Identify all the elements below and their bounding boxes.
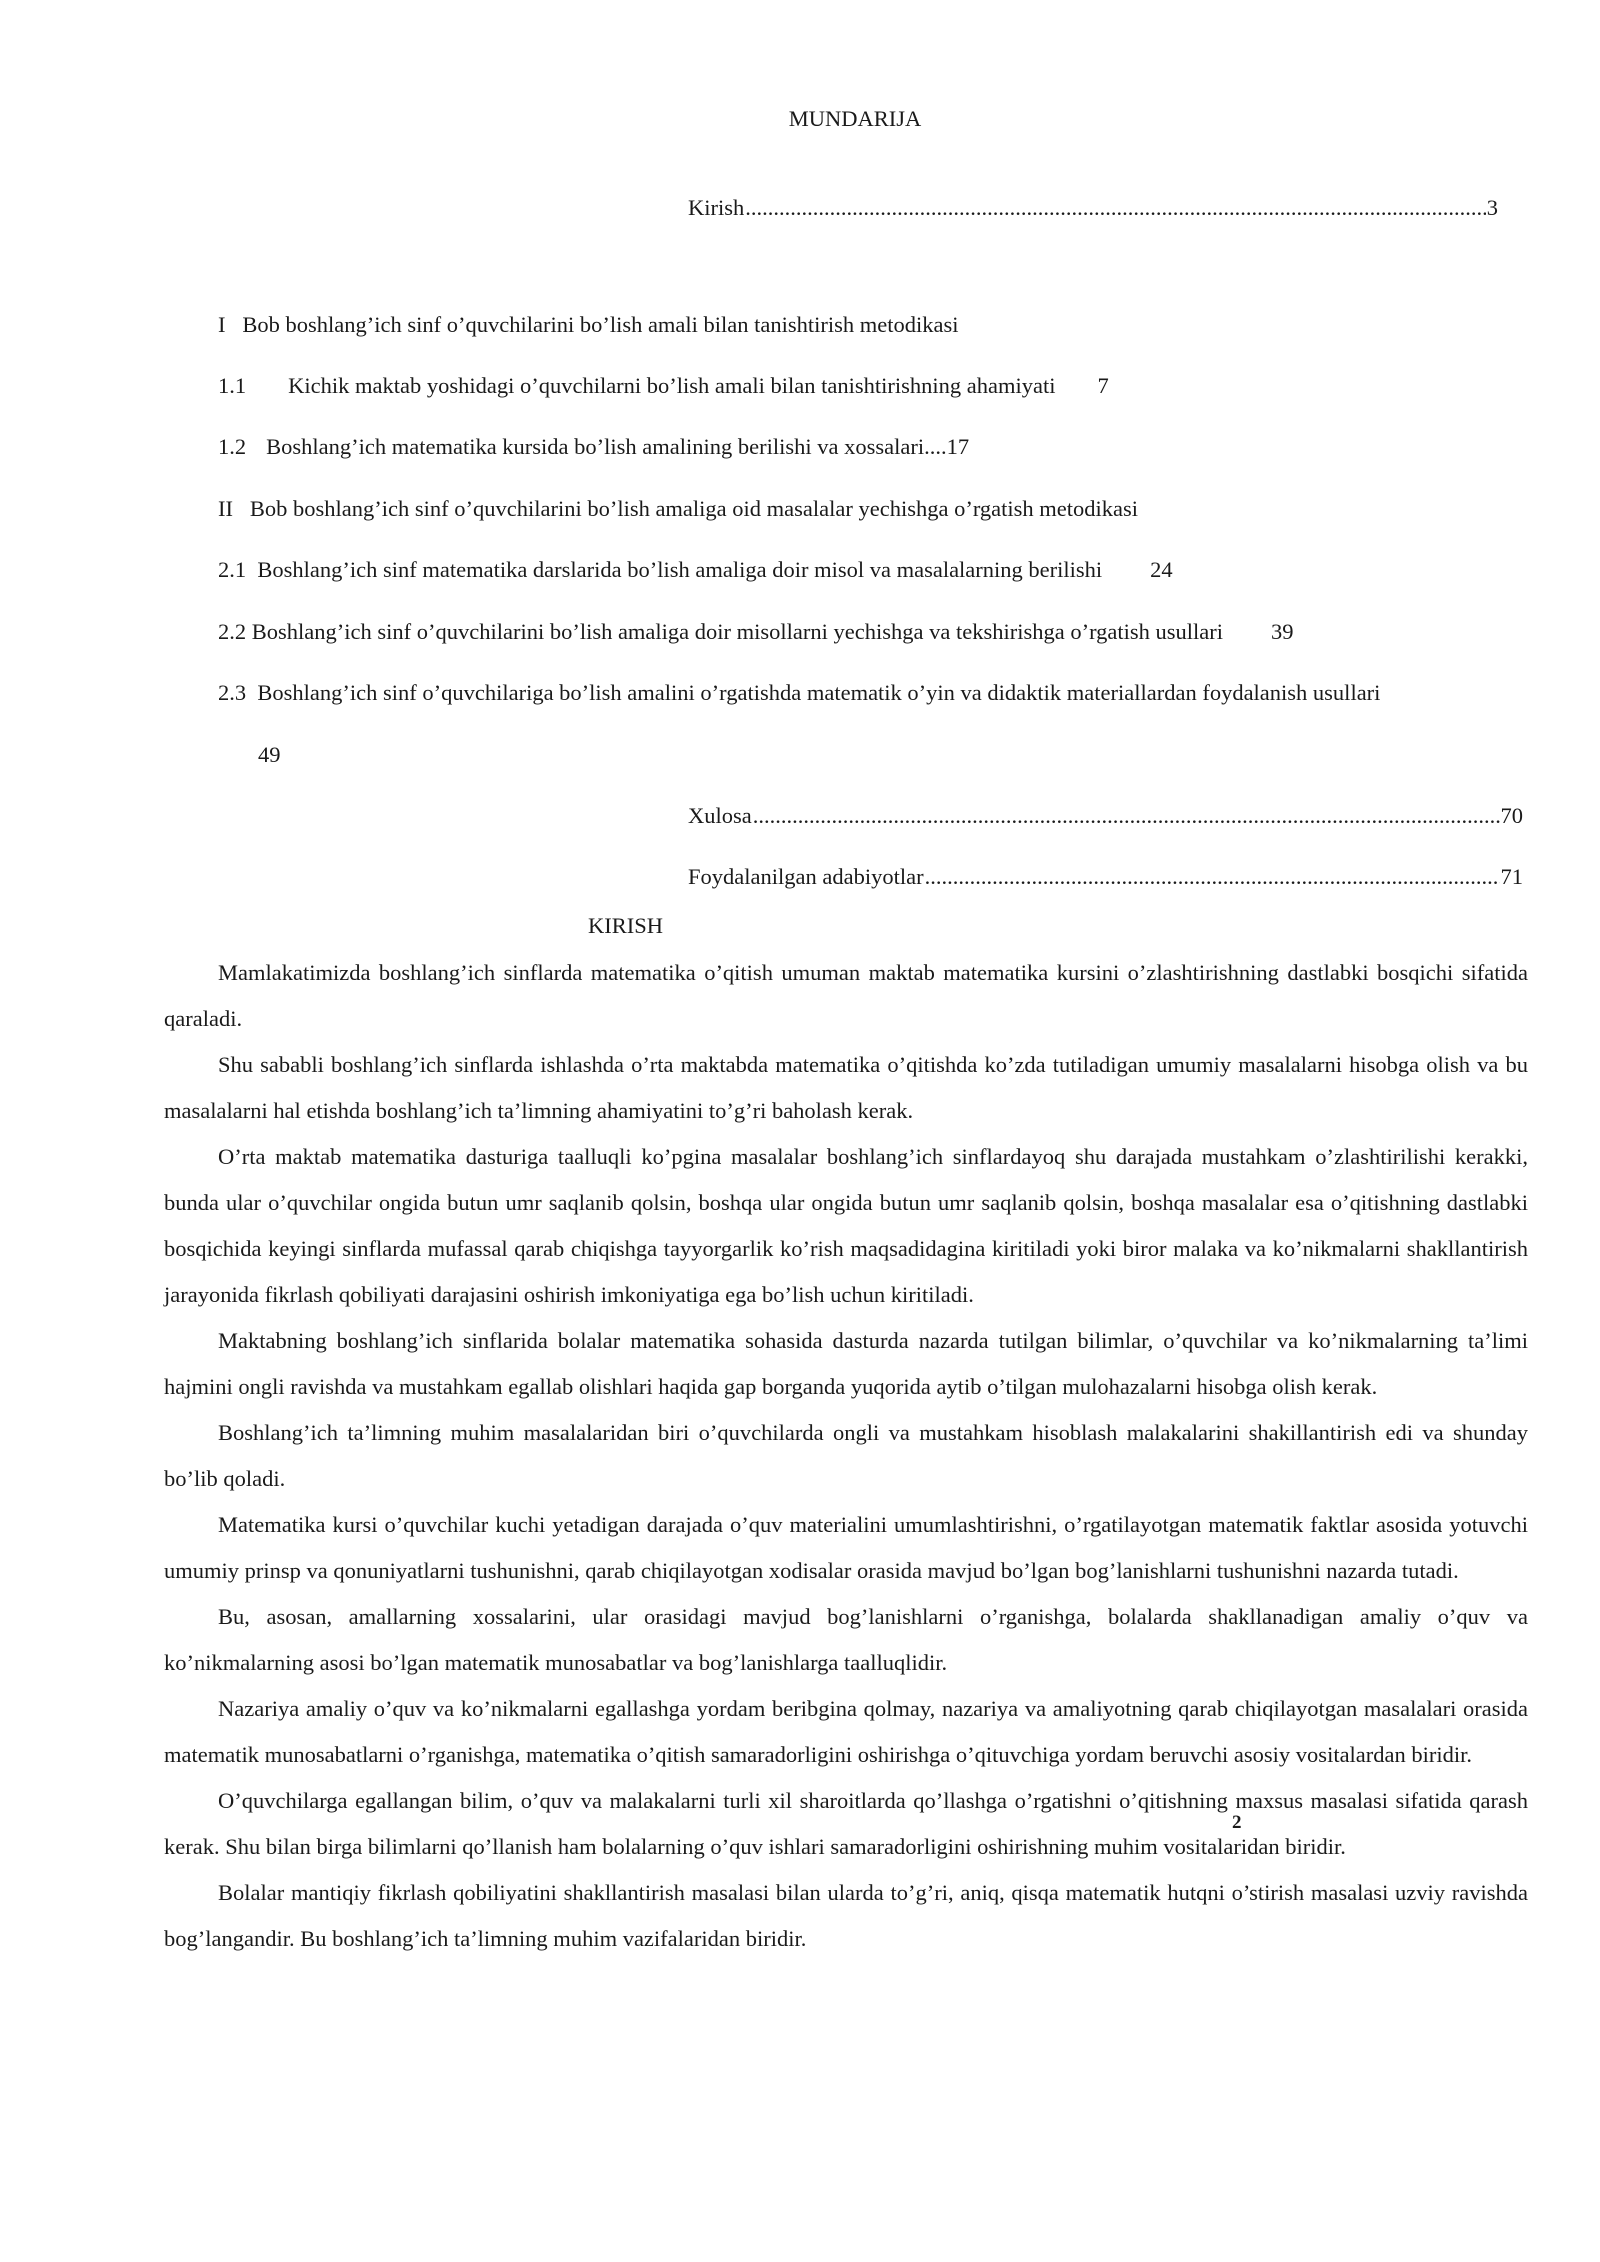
toc-entry-text: Bob boshlang’ich sinf o’quvchilarini bo’lish amali bilan tanishtirish metodikasi xyxy=(242,312,959,337)
toc-references-entry[interactable] xyxy=(688,862,1523,892)
toc-entry-2-3-page: 49 xyxy=(258,742,281,767)
toc-references-page: 71 xyxy=(1500,864,1523,889)
toc-entry-number: II xyxy=(218,496,233,521)
toc-entry-number: 2.1 xyxy=(218,557,247,582)
toc-conclusion-entry[interactable] xyxy=(688,801,1523,831)
toc-entry-2-1[interactable] xyxy=(218,555,1173,585)
intro-heading: KIRISH xyxy=(588,913,664,938)
intro-paragraph: Bolalar mantiqiy fikrlash qobiliyatini shakllantirish masalasi bilan ularda to’g’ri, aniq, qisqa matematik hutqni o’stirish masalasi uzviy ravishda bog’langandir. Bu boshlang’ich ta’limning muhim vazifalaridan biridir. xyxy=(164,1880,1528,1951)
toc-entry-text: Boshlang’ich sinf o’quvchilariga bo’lish amalini o’rgatishda matematik o’yin va didaktik materiallardan foydalanish usullari xyxy=(257,680,1381,705)
toc-entry-text: Boshlang’ich sinf matematika darslarida bo’lish amaliga doir misol va masalalarning berilishi xyxy=(257,557,1103,582)
toc-leader-dots xyxy=(925,862,1500,892)
toc-leader-dots xyxy=(753,801,1500,831)
toc-intro-label: Kirish xyxy=(688,195,745,220)
toc-entry-2-3[interactable] xyxy=(218,678,1380,708)
toc-conclusion-page: 70 xyxy=(1500,803,1523,828)
toc-entry-page: 7 xyxy=(1097,373,1109,398)
toc-entry-page: 24 xyxy=(1150,557,1173,582)
toc-entry-number: I xyxy=(218,312,226,337)
toc-entry-number: 1.1 xyxy=(218,373,247,398)
toc-entry-page: 39 xyxy=(1271,619,1294,644)
toc-entry-1-1[interactable] xyxy=(218,371,1109,401)
toc-intro-entry[interactable] xyxy=(688,193,1498,223)
toc-entry-text: Boshlang’ich matematika kursida bo’lish amalining berilishi va xossalari....17 xyxy=(266,434,970,459)
toc-entry-text: Kichik maktab yoshidagi o’quvchilarni bo’lish amali bilan tanishtirishning ahamiyati xyxy=(288,373,1056,398)
toc-leader-dots xyxy=(745,193,1486,223)
toc-entry-2-2[interactable] xyxy=(218,617,1294,647)
toc-intro-page: 3 xyxy=(1486,195,1498,220)
toc-entry-text: Boshlang’ich sinf o’quvchilarini bo’lish amaliga doir misollarni yechishga va tekshirishga o’rgatish usullari xyxy=(251,619,1224,644)
toc-entry-number: 2.2 xyxy=(218,619,247,644)
intro-paragraph: Maktabning boshlang’ich sinflarida bolalar matematika sohasida dasturda nazarda tutilgan bilimlar, o’quvchilar va ko’nikmalarning ta’limi hajmini ongli ravishda va mustahkam egallab olishlari haqida gap borganda yuqorida aytib o’tilgan mulohazalarni hisobga olish kerak. xyxy=(164,1328,1528,1399)
toc-conclusion-label: Xulosa xyxy=(688,803,752,828)
toc-entry-1-2[interactable] xyxy=(218,432,969,462)
intro-paragraph: Boshlang’ich ta’limning muhim masalalaridan biri o’quvchilarda ongli va mustahkam hisoblash malakalarini shakillantirish edi va shunday bo’lib qoladi. xyxy=(164,1420,1528,1491)
toc-entry-number: 1.2 xyxy=(218,434,247,459)
intro-body xyxy=(164,950,1528,1962)
page-number: 2 xyxy=(1232,1812,1242,1833)
toc-entry-chapter-1[interactable] xyxy=(218,310,959,340)
toc-heading: MUNDARIJA xyxy=(788,106,922,131)
toc-entry-chapter-2[interactable] xyxy=(218,494,1138,524)
intro-paragraph: Matematika kursi o’quvchilar kuchi yetadigan darajada o’quv materialini umumlashtirishni, o’rgatilayotgan matematik faktlar asosida yotuvchi umumiy prinsp va qonuniyatlarni tushunishni, qarab chiqilayotgan xodisalar orasida mavjud bo’lgan bog’lanishlarni tushunishni nazarda tutadi. xyxy=(164,1512,1528,1583)
toc-entry-text: Bob boshlang’ich sinf o’quvchilarini bo’lish amaliga oid masalalar yechishga o’rgatish metodikasi xyxy=(249,496,1139,521)
toc-entry-number: 2.3 xyxy=(218,680,247,705)
intro-paragraph: Mamlakatimizda boshlang’ich sinflarda matematika o’qitish umuman maktab matematika kursini o’zlashtirishning dastlabki bosqichi sifatida qaraladi. xyxy=(164,960,1528,1031)
intro-paragraph: O’rta maktab matematika dasturiga taalluqli ko’pgina masalalar boshlang’ich sinflardayoq shu darajada mustahkam o’zlashtirilishi kerakki, bunda ular o’quvchilar ongida butun umr saqlanib qolsin, boshqa ular ongida butun umr saqlanib qolsin, boshqa masalalar esa o’qitishning dastlabki bosqichida keyingi sinflarda mufassal qarab chiqishga tayyorgarlik ko’rish maqsadidagina kiritiladi yoki biror malaka va ko’nikmalarni shakllantirish jarayonida fikrlash qobiliyati darajasini oshirish imkoniyatiga ega bo’lish uchun kiritiladi. xyxy=(164,1144,1528,1307)
intro-paragraph: Bu, asosan, amallarning xossalarini, ular orasidagi mavjud bog’lanishlarni o’rganishga, bolalarda shakllanadigan amaliy o’quv va ko’nikmalarning asosi bo’lgan matematik munosabatlar va bog’lanishlarga taalluqlidir. xyxy=(164,1604,1528,1675)
intro-paragraph: Nazariya amaliy o’quv va ko’nikmalarni egallashga yordam beribgina qolmay, nazariya va amaliyotning qarab chiqilayotgan masalalari orasida matematik munosabatlarni o’rganishga, matematika o’qitish samaradorligini oshirishga o’qituvchiga yordam beruvchi asosiy vositalardan biridir. xyxy=(164,1696,1528,1767)
toc-references-label: Foydalanilgan adabiyotlar xyxy=(688,864,924,889)
intro-paragraph: Shu sababli boshlang’ich sinflarda ishlashda o’rta maktabda matematika o’qitishda ko’zda tutiladigan umumiy masalalarni hisobga olish va bu masalalarni hal etishda boshlang’ich ta’limning ahamiyatini to’g’ri baholash kerak. xyxy=(164,1052,1528,1123)
intro-paragraph: O’quvchilarga egallangan bilim, o’quv va malakalarni turli xil sharoitlarda qo’llashga o’rgatishni o’qitishning maxsus masalasi sifatida qarash kerak. Shu bilan birga bilimlarni qo’llanish ham bolalarning o’quv ishlari samaradorligini oshirishning muhim vositalaridan biridir. xyxy=(164,1788,1528,1859)
